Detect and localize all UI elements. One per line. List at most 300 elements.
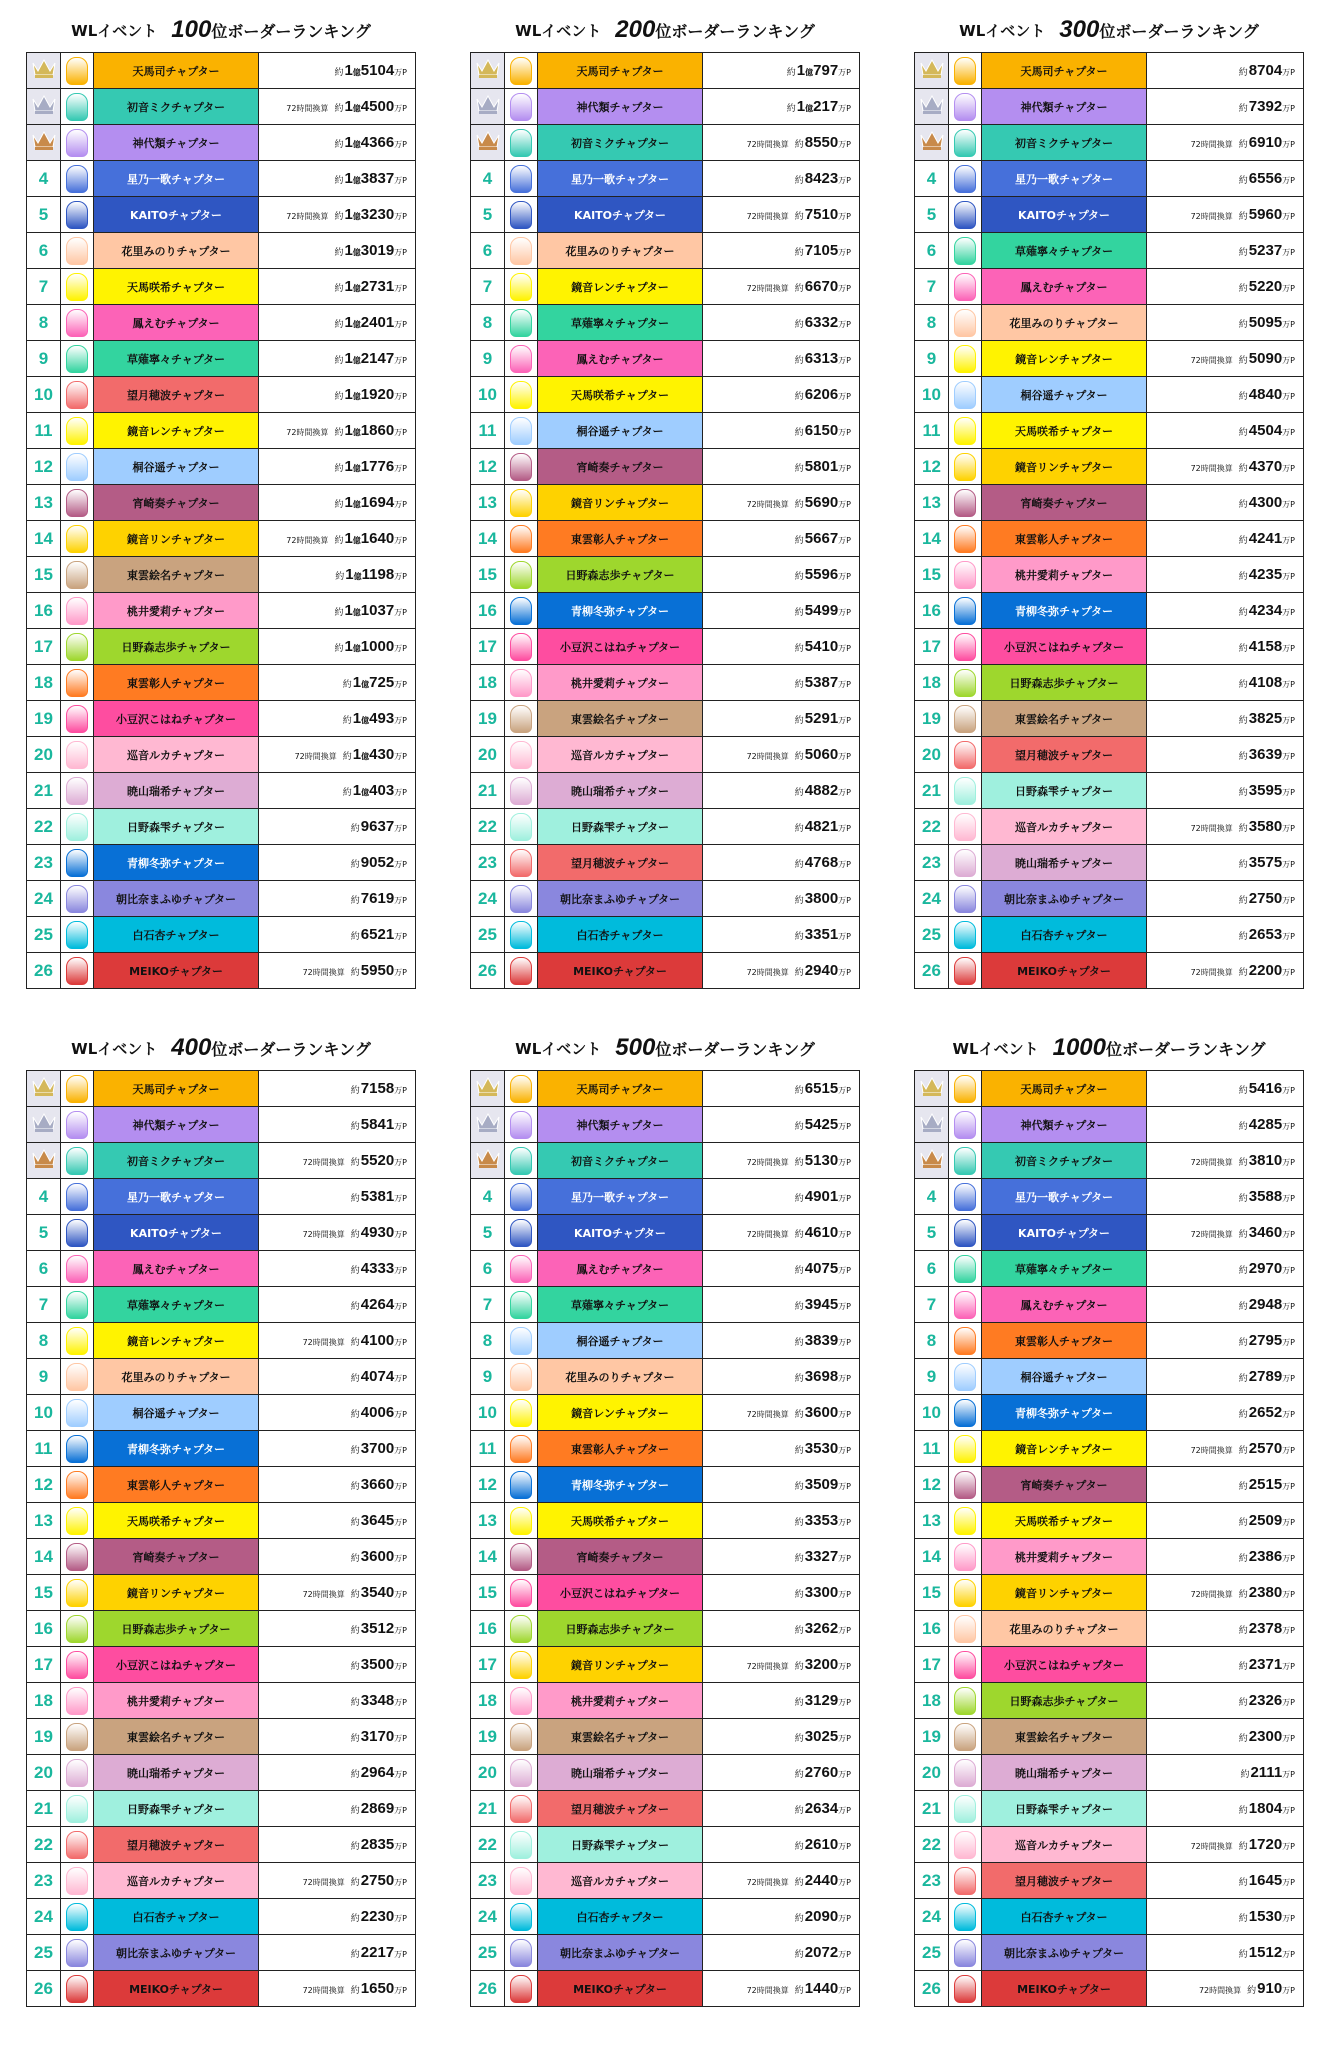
approx-label: 約 bbox=[794, 932, 804, 942]
character-avatar-icon bbox=[510, 453, 532, 481]
rank-cell bbox=[915, 1143, 949, 1179]
avatar-cell bbox=[949, 1179, 982, 1215]
chapter-name: 初音ミクチャプター bbox=[982, 1143, 1147, 1179]
oku-unit: 億 bbox=[353, 572, 362, 581]
value-number: 3512 bbox=[360, 1620, 395, 1637]
chapter-name: 宵崎奏チャプター bbox=[94, 1539, 259, 1575]
avatar-cell bbox=[61, 341, 94, 377]
border-value bbox=[1147, 593, 1304, 629]
border-value bbox=[1147, 845, 1304, 881]
approx-label: 約 bbox=[350, 1158, 360, 1168]
character-avatar-icon bbox=[66, 525, 88, 553]
value-number: 1645 bbox=[1248, 1872, 1283, 1889]
avatar-cell bbox=[61, 701, 94, 737]
table-row bbox=[471, 1683, 860, 1719]
rank-cell: 24 bbox=[471, 1899, 505, 1935]
avatar-cell bbox=[61, 1143, 94, 1179]
approx-label: 約 bbox=[1240, 1770, 1250, 1780]
rank-cell: 20 bbox=[915, 1755, 949, 1791]
conversion-label: 72時間換算 bbox=[1190, 1842, 1233, 1851]
man-unit: 万P bbox=[394, 248, 407, 257]
character-avatar-icon bbox=[510, 1795, 532, 1823]
table-row bbox=[471, 1431, 860, 1467]
man-unit: 万P bbox=[394, 176, 407, 185]
border-value bbox=[259, 629, 416, 665]
chapter-name: 鏡音レンチャプター bbox=[538, 269, 703, 305]
rank-cell: 22 bbox=[915, 809, 949, 845]
border-value bbox=[703, 737, 860, 773]
avatar-cell bbox=[61, 1539, 94, 1575]
man-unit: 万P bbox=[394, 1878, 407, 1887]
chapter-name: 巡音ルカチャプター bbox=[538, 1863, 703, 1899]
avatar-cell bbox=[61, 449, 94, 485]
rank-cell: 4 bbox=[915, 1179, 949, 1215]
value-number: 2200 bbox=[1248, 962, 1283, 979]
chapter-name: 鏡音リンチャプター bbox=[538, 485, 703, 521]
character-avatar-icon bbox=[510, 885, 532, 913]
avatar-cell bbox=[949, 305, 982, 341]
chapter-name: 鳳えむチャプター bbox=[982, 1287, 1147, 1323]
border-value bbox=[1147, 1467, 1304, 1503]
rank-cell: 12 bbox=[471, 1467, 505, 1503]
character-avatar-icon bbox=[510, 1615, 532, 1643]
rank-cell: 13 bbox=[471, 1503, 505, 1539]
oku-unit: 億 bbox=[352, 68, 361, 77]
table-row bbox=[471, 1755, 860, 1791]
table-row bbox=[27, 1215, 416, 1251]
approx-label: 約 bbox=[1238, 824, 1248, 834]
chapter-name: 神代類チャプター bbox=[538, 89, 703, 125]
rank-cell: 18 bbox=[915, 1683, 949, 1719]
ranking-panel-100 bbox=[26, 8, 416, 989]
value-number: 5801 bbox=[804, 458, 839, 475]
chapter-name: 桃井愛莉チャプター bbox=[982, 557, 1147, 593]
rank-cell: 23 bbox=[915, 1863, 949, 1899]
approx-label: 約 bbox=[1238, 428, 1248, 438]
approx-label: 約 bbox=[794, 1518, 804, 1528]
crown-icon bbox=[31, 1075, 57, 1102]
table-row bbox=[915, 845, 1304, 881]
man-unit: 万P bbox=[838, 572, 851, 581]
avatar-cell bbox=[949, 449, 982, 485]
character-avatar-icon bbox=[954, 1075, 976, 1103]
man-unit: 万P bbox=[394, 752, 407, 761]
avatar-cell bbox=[505, 1791, 538, 1827]
border-value bbox=[1147, 1935, 1304, 1971]
value-number: 2371 bbox=[1248, 1656, 1283, 1673]
approx-label: 約 bbox=[794, 248, 804, 258]
table-row bbox=[27, 1719, 416, 1755]
table-row bbox=[27, 1899, 416, 1935]
avatar-cell bbox=[505, 1683, 538, 1719]
chapter-name: 鳳えむチャプター bbox=[538, 1251, 703, 1287]
value-number: 1億1198 bbox=[345, 566, 395, 583]
chapter-name: 東雲彰人チャプター bbox=[538, 1431, 703, 1467]
table-row bbox=[915, 1395, 1304, 1431]
approx-label: 約 bbox=[1238, 1950, 1248, 1960]
chapter-name: 小豆沢こはねチャプター bbox=[94, 1647, 259, 1683]
avatar-cell bbox=[61, 593, 94, 629]
border-value bbox=[259, 1107, 416, 1143]
avatar-cell bbox=[949, 1071, 982, 1107]
value-number: 1億4500 bbox=[344, 98, 395, 115]
rank-cell bbox=[27, 125, 61, 161]
character-avatar-icon bbox=[66, 1219, 88, 1247]
avatar-cell bbox=[949, 1431, 982, 1467]
border-value bbox=[259, 809, 416, 845]
man-unit: 万P bbox=[838, 1122, 851, 1131]
border-value bbox=[703, 341, 860, 377]
rank-cell: 6 bbox=[915, 233, 949, 269]
avatar-cell bbox=[949, 1287, 982, 1323]
conversion-label: 72時間換算 bbox=[294, 752, 337, 761]
table-row bbox=[915, 557, 1304, 593]
man-unit: 万P bbox=[1282, 968, 1295, 977]
table-row bbox=[915, 305, 1304, 341]
man-unit: 万P bbox=[394, 1770, 407, 1779]
rank-cell: 6 bbox=[471, 1251, 505, 1287]
man-unit: 万P bbox=[838, 824, 851, 833]
chapter-name: 青柳冬弥チャプター bbox=[538, 1467, 703, 1503]
chapter-name: 東雲絵名チャプター bbox=[982, 701, 1147, 737]
man-unit: 万P bbox=[1282, 176, 1295, 185]
rank-cell: 23 bbox=[471, 1863, 505, 1899]
conversion-label: 72時間換算 bbox=[1190, 1230, 1233, 1239]
approx-label: 約 bbox=[786, 104, 796, 114]
title-prefix: WLイベント bbox=[515, 1039, 602, 1058]
chapter-name: 桐谷遥チャプター bbox=[538, 413, 703, 449]
avatar-cell bbox=[505, 1539, 538, 1575]
chapter-name: 巡音ルカチャプター bbox=[982, 1827, 1147, 1863]
table-row bbox=[27, 485, 416, 521]
rank-cell: 11 bbox=[915, 1431, 949, 1467]
rank-cell: 13 bbox=[471, 485, 505, 521]
avatar-cell bbox=[61, 1647, 94, 1683]
table-row bbox=[27, 1179, 416, 1215]
character-avatar-icon bbox=[510, 489, 532, 517]
value-number: 3800 bbox=[804, 890, 839, 907]
man-unit: 万P bbox=[1282, 212, 1295, 221]
panel-title bbox=[26, 8, 416, 52]
value-number: 2230 bbox=[360, 1908, 395, 1925]
value-number: 1億1694 bbox=[344, 494, 395, 511]
rank-cell: 5 bbox=[915, 1215, 949, 1251]
border-value bbox=[703, 1467, 860, 1503]
border-value bbox=[703, 89, 860, 125]
avatar-cell bbox=[505, 1071, 538, 1107]
border-value bbox=[1147, 1647, 1304, 1683]
border-value bbox=[703, 1647, 860, 1683]
avatar-cell bbox=[949, 341, 982, 377]
border-value bbox=[703, 1359, 860, 1395]
approx-label: 約 bbox=[794, 464, 804, 474]
border-value bbox=[259, 1935, 416, 1971]
man-unit: 万P bbox=[394, 1554, 407, 1563]
rank-cell: 11 bbox=[471, 413, 505, 449]
man-unit: 万P bbox=[838, 1734, 851, 1743]
approx-label: 約 bbox=[794, 1914, 804, 1924]
rank-cell: 21 bbox=[27, 773, 61, 809]
man-unit: 万P bbox=[838, 428, 851, 437]
conversion-label: 72時間換算 bbox=[746, 1158, 789, 1167]
approx-label: 約 bbox=[794, 176, 804, 186]
man-unit: 万P bbox=[394, 428, 407, 437]
chapter-name: 星乃一歌チャプター bbox=[94, 1179, 259, 1215]
table-row bbox=[27, 917, 416, 953]
man-unit: 万P bbox=[1282, 932, 1295, 941]
table-row bbox=[915, 521, 1304, 557]
rank-cell: 9 bbox=[471, 1359, 505, 1395]
man-unit: 万P bbox=[838, 644, 851, 653]
table-row bbox=[27, 845, 416, 881]
value-number: 2789 bbox=[1248, 1368, 1283, 1385]
rank-cell: 7 bbox=[915, 269, 949, 305]
border-value bbox=[1147, 665, 1304, 701]
approx-label: 約 bbox=[794, 1842, 804, 1852]
value-number: 3588 bbox=[1248, 1188, 1283, 1205]
table-row bbox=[915, 377, 1304, 413]
rank-cell: 17 bbox=[915, 1647, 949, 1683]
value-number: 5960 bbox=[1248, 206, 1283, 223]
value-number: 1512 bbox=[1248, 1944, 1283, 1961]
oku-unit: 億 bbox=[361, 752, 370, 761]
character-avatar-icon bbox=[954, 1543, 976, 1571]
table-row bbox=[27, 1143, 416, 1179]
character-avatar-icon bbox=[954, 453, 976, 481]
oku-unit: 億 bbox=[352, 320, 361, 329]
chapter-name: 朝比奈まふゆチャプター bbox=[538, 881, 703, 917]
avatar-cell bbox=[505, 1575, 538, 1611]
approx-label: 約 bbox=[794, 1410, 804, 1420]
border-value bbox=[703, 1431, 860, 1467]
man-unit: 万P bbox=[1282, 896, 1295, 905]
avatar-cell bbox=[949, 1359, 982, 1395]
table-row bbox=[915, 1683, 1304, 1719]
approx-label: 約 bbox=[334, 392, 344, 402]
chapter-name: KAITOチャプター bbox=[982, 1215, 1147, 1251]
rank-cell: 9 bbox=[471, 341, 505, 377]
table-row bbox=[471, 1215, 860, 1251]
value-number: 1億1860 bbox=[344, 422, 395, 439]
character-avatar-icon bbox=[954, 1867, 976, 1895]
approx-label: 約 bbox=[794, 1770, 804, 1780]
approx-label: 約 bbox=[1238, 176, 1248, 186]
rank-cell: 4 bbox=[27, 161, 61, 197]
approx-label: 約 bbox=[1238, 1194, 1248, 1204]
man-unit: 万P bbox=[394, 140, 407, 149]
chapter-name: 望月穂波チャプター bbox=[94, 377, 259, 413]
border-value bbox=[1147, 485, 1304, 521]
title-suffix: 位ボーダーランキング bbox=[211, 1039, 371, 1059]
table-row bbox=[915, 593, 1304, 629]
approx-label: 約 bbox=[794, 500, 804, 510]
value-number: 4821 bbox=[804, 818, 839, 835]
oku-unit: 億 bbox=[352, 212, 361, 221]
value-number: 1億403 bbox=[352, 782, 395, 799]
border-value bbox=[1147, 1071, 1304, 1107]
panel-title bbox=[914, 8, 1304, 52]
approx-label: 約 bbox=[1238, 500, 1248, 510]
table-row bbox=[471, 1899, 860, 1935]
rank-cell: 6 bbox=[27, 233, 61, 269]
value-number: 1億430 bbox=[352, 746, 395, 763]
value-number: 1億4366 bbox=[344, 134, 395, 151]
table-row bbox=[915, 1935, 1304, 1971]
conversion-label: 72時間換算 bbox=[746, 752, 789, 761]
chapter-name: 鏡音リンチャプター bbox=[94, 521, 259, 557]
chapter-name: 桐谷遥チャプター bbox=[94, 1395, 259, 1431]
approx-label: 約 bbox=[1238, 1878, 1248, 1888]
avatar-cell bbox=[505, 1503, 538, 1539]
man-unit: 万P bbox=[1282, 1698, 1295, 1707]
value-number: 2380 bbox=[1248, 1584, 1283, 1601]
character-avatar-icon bbox=[954, 1399, 976, 1427]
man-unit: 万P bbox=[838, 716, 851, 725]
character-avatar-icon bbox=[954, 1795, 976, 1823]
oku-unit: 億 bbox=[352, 140, 361, 149]
character-avatar-icon bbox=[66, 1831, 88, 1859]
character-avatar-icon bbox=[510, 93, 532, 121]
avatar-cell bbox=[61, 1215, 94, 1251]
title-number: 200 bbox=[615, 16, 656, 43]
border-value bbox=[259, 1143, 416, 1179]
avatar-cell bbox=[505, 305, 538, 341]
man-unit: 万P bbox=[394, 356, 407, 365]
rank-cell: 14 bbox=[471, 1539, 505, 1575]
table-row bbox=[27, 953, 416, 989]
character-avatar-icon bbox=[66, 1147, 88, 1175]
value-number: 4901 bbox=[804, 1188, 839, 1205]
character-avatar-icon bbox=[954, 57, 976, 85]
ranking-panel-300 bbox=[914, 8, 1304, 989]
man-unit: 万P bbox=[1282, 1986, 1295, 1995]
character-avatar-icon bbox=[954, 1759, 976, 1787]
character-avatar-icon bbox=[954, 129, 976, 157]
rank-cell bbox=[471, 1107, 505, 1143]
rank-cell: 8 bbox=[471, 1323, 505, 1359]
table-row bbox=[471, 1287, 860, 1323]
value-number: 6332 bbox=[804, 314, 839, 331]
value-number: 5387 bbox=[804, 674, 839, 691]
approx-label: 約 bbox=[1238, 392, 1248, 402]
value-number: 4158 bbox=[1248, 638, 1283, 655]
table-row bbox=[915, 1215, 1304, 1251]
approx-label: 約 bbox=[1238, 1374, 1248, 1384]
value-number: 5841 bbox=[360, 1116, 395, 1133]
rank-cell: 25 bbox=[471, 1935, 505, 1971]
character-avatar-icon bbox=[954, 1831, 976, 1859]
character-avatar-icon bbox=[66, 129, 88, 157]
rank-cell: 24 bbox=[27, 1899, 61, 1935]
avatar-cell bbox=[505, 1971, 538, 2007]
approx-label: 約 bbox=[1238, 1518, 1248, 1528]
value-number: 5690 bbox=[804, 494, 839, 511]
rank-cell: 21 bbox=[27, 1791, 61, 1827]
approx-label: 約 bbox=[1238, 644, 1248, 654]
table-row bbox=[471, 1071, 860, 1107]
rank-cell: 20 bbox=[915, 737, 949, 773]
chapter-name: 白石杏チャプター bbox=[538, 917, 703, 953]
approx-label: 約 bbox=[334, 140, 344, 150]
man-unit: 万P bbox=[1282, 1770, 1295, 1779]
border-value bbox=[1147, 557, 1304, 593]
rank-cell: 17 bbox=[27, 629, 61, 665]
border-value bbox=[259, 1863, 416, 1899]
avatar-cell bbox=[61, 1683, 94, 1719]
border-value bbox=[259, 1539, 416, 1575]
avatar-cell bbox=[61, 773, 94, 809]
man-unit: 万P bbox=[838, 608, 851, 617]
value-number: 3460 bbox=[1248, 1224, 1283, 1241]
table-row bbox=[27, 593, 416, 629]
conversion-label: 72時間換算 bbox=[1190, 212, 1233, 221]
avatar-cell bbox=[61, 521, 94, 557]
chapter-name: MEIKOチャプター bbox=[94, 1971, 259, 2007]
table-row bbox=[27, 341, 416, 377]
character-avatar-icon bbox=[954, 381, 976, 409]
avatar-cell bbox=[61, 1431, 94, 1467]
chapter-name: 花里みのりチャプター bbox=[94, 233, 259, 269]
avatar-cell bbox=[61, 1323, 94, 1359]
border-value bbox=[1147, 377, 1304, 413]
rank-cell: 18 bbox=[915, 665, 949, 701]
man-unit: 万P bbox=[838, 320, 851, 329]
chapter-name: 鏡音レンチャプター bbox=[94, 413, 259, 449]
avatar-cell bbox=[949, 1503, 982, 1539]
man-unit: 万P bbox=[394, 1626, 407, 1635]
character-avatar-icon bbox=[510, 237, 532, 265]
rank-cell: 14 bbox=[915, 521, 949, 557]
border-value bbox=[1147, 1719, 1304, 1755]
chapter-name: 白石杏チャプター bbox=[538, 1899, 703, 1935]
approx-label: 約 bbox=[794, 1626, 804, 1636]
value-number: 5381 bbox=[360, 1188, 395, 1205]
character-avatar-icon bbox=[66, 1903, 88, 1931]
table-row bbox=[27, 161, 416, 197]
rank-cell bbox=[915, 53, 949, 89]
avatar-cell bbox=[949, 1251, 982, 1287]
border-value bbox=[259, 881, 416, 917]
border-value bbox=[259, 1395, 416, 1431]
title-prefix: WLイベント bbox=[71, 21, 158, 40]
character-avatar-icon bbox=[66, 417, 88, 445]
man-unit: 万P bbox=[1282, 1194, 1295, 1203]
avatar-cell bbox=[949, 1647, 982, 1683]
border-value bbox=[703, 1287, 860, 1323]
approx-label: 約 bbox=[350, 1734, 360, 1744]
value-number: 3351 bbox=[804, 926, 839, 943]
chapter-name: 天馬司チャプター bbox=[538, 53, 703, 89]
chapter-name: 日野森雫チャプター bbox=[982, 773, 1147, 809]
value-number: 1億1776 bbox=[344, 458, 395, 475]
border-value bbox=[259, 845, 416, 881]
approx-label: 約 bbox=[1238, 1266, 1248, 1276]
chapter-name: 日野森志歩チャプター bbox=[538, 557, 703, 593]
rank-cell: 5 bbox=[27, 197, 61, 233]
rank-cell: 7 bbox=[27, 269, 61, 305]
border-value bbox=[1147, 1431, 1304, 1467]
rank-cell bbox=[471, 89, 505, 125]
man-unit: 万P bbox=[394, 1230, 407, 1239]
man-unit: 万P bbox=[1282, 1230, 1295, 1239]
avatar-cell bbox=[61, 485, 94, 521]
man-unit: 万P bbox=[838, 464, 851, 473]
title-suffix: 位ボーダーランキング bbox=[1105, 1039, 1266, 1059]
table-row bbox=[471, 341, 860, 377]
table-row bbox=[915, 1647, 1304, 1683]
man-unit: 万P bbox=[1282, 1518, 1295, 1527]
chapter-name: 宵崎奏チャプター bbox=[982, 1467, 1147, 1503]
